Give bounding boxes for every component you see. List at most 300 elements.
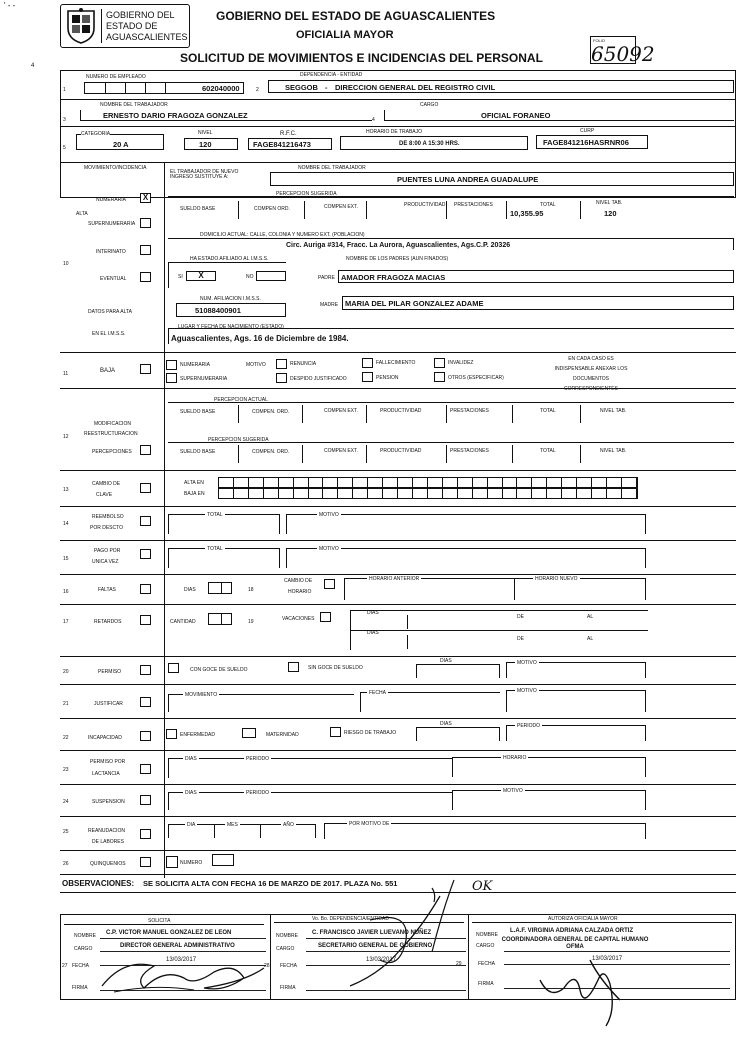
- sig1-fecha-label: FECHA: [72, 963, 89, 969]
- clave-grid-cell[interactable]: [562, 489, 577, 498]
- row-number: 15: [63, 556, 69, 562]
- clave-grid-cell[interactable]: [607, 478, 622, 487]
- worker-name-field[interactable]: [80, 110, 372, 121]
- clave-grid-cell[interactable]: [323, 489, 338, 498]
- percepcion-actual-row: [168, 402, 734, 424]
- total-label: TOTAL: [207, 546, 223, 552]
- observaciones-value: SE SOLICITA ALTA CON FECHA 16 DE MARZO DE 2017. PLAZA No. 551: [143, 879, 398, 888]
- en-imss-label: EN EL I.M.S.S.: [92, 331, 126, 337]
- afiliado-label: HA ESTADO AFILIADO AL I.M.S.S.: [190, 256, 269, 262]
- alta-label: ALTA: [76, 211, 88, 217]
- reanudacion-mes-field[interactable]: [214, 824, 260, 838]
- alta-en-label: ALTA EN: [184, 480, 204, 486]
- row-number: 29: [456, 961, 462, 967]
- lactancia-dias-field[interactable]: [168, 758, 232, 778]
- form-title: SOLICITUD DE MOVIMIENTOS E INCIDENCIAS DEL PERSONAL: [180, 51, 543, 65]
- clave-grid-cell[interactable]: [428, 489, 443, 498]
- dias-label: DIAS: [185, 756, 197, 762]
- pago-motivo-field[interactable]: [286, 548, 646, 568]
- fecha-label: FECHA: [369, 690, 386, 696]
- cambio-clave-checkbox[interactable]: [140, 483, 151, 493]
- sig1-firma-label: FIRMA: [72, 985, 88, 991]
- justificar-fecha-field[interactable]: [360, 692, 500, 712]
- dependencia-label: DEPENDENCIA - ENTIDAD: [300, 72, 363, 78]
- nivel-value: 120: [199, 140, 212, 149]
- suspension-periodo-field[interactable]: [232, 792, 452, 810]
- clave-grid-cell[interactable]: [294, 489, 309, 498]
- prestaciones-label: PRESTACIONES: [454, 202, 493, 208]
- no-label: NO: [246, 274, 254, 280]
- vacaciones-periodo-2[interactable]: [350, 630, 648, 650]
- vacaciones-checkbox[interactable]: [320, 612, 331, 622]
- dependencia-dash: -: [325, 83, 328, 92]
- permiso-label: PERMISO: [98, 669, 122, 675]
- suspension-motivo-field[interactable]: [452, 790, 646, 810]
- retardos-cantidad-field[interactable]: [208, 613, 232, 625]
- sig3-cargo-label: CARGO: [476, 943, 495, 949]
- retardos-label: RETARDOS: [94, 619, 122, 625]
- sig2-title: Vo. Bo. DEPENDENCIA/ENTIDAD: [312, 916, 389, 922]
- reembolso-label-2: POR DESCTO: [90, 525, 123, 531]
- sueldo-base-label: SUELDO BASE: [180, 449, 216, 455]
- row-number: 2: [256, 87, 259, 93]
- row-number: 11: [63, 371, 69, 377]
- clave-grid-cell[interactable]: [413, 478, 428, 487]
- justificar-checkbox[interactable]: [140, 697, 151, 707]
- al-label: AL: [587, 614, 594, 620]
- padre-field[interactable]: [338, 270, 734, 283]
- clave-grid-cell[interactable]: [309, 478, 324, 487]
- margin-marks: ' - -: [4, 1, 16, 10]
- cambio-horario-checkbox[interactable]: [324, 579, 335, 589]
- horario-anterior-field[interactable]: [344, 578, 514, 600]
- baja-supernumeraria-checkbox[interactable]: [166, 373, 177, 383]
- permiso-checkbox[interactable]: [140, 665, 151, 675]
- modificacion-label: MODIFICACION: [94, 421, 131, 427]
- clave-grid-cell[interactable]: [458, 478, 473, 487]
- sin-goce-checkbox[interactable]: [288, 662, 299, 672]
- rfc-field[interactable]: [248, 138, 332, 150]
- sig1-cargo: DIRECTOR GENERAL ADMINISTRATIVO: [120, 943, 235, 949]
- madre-field[interactable]: [342, 296, 734, 310]
- clave-grid-cell[interactable]: [323, 478, 338, 487]
- sig1-cargo-label: CARGO: [74, 946, 93, 952]
- incapacidad-checkbox[interactable]: [140, 731, 151, 741]
- cargo-field[interactable]: [384, 110, 734, 121]
- incapacidad-dias-field[interactable]: [416, 727, 500, 741]
- maternidad-checkbox[interactable]: [242, 728, 256, 738]
- reestructuracion-label: REESTRUCTURACION: [84, 431, 138, 437]
- clave-grid-cell[interactable]: [294, 478, 309, 487]
- lactancia-periodo-field[interactable]: [232, 758, 452, 778]
- prestaciones-label: PRESTACIONES: [450, 408, 489, 414]
- clave-grid-cell[interactable]: [309, 489, 324, 498]
- con-goce-checkbox[interactable]: [168, 663, 179, 673]
- productividad-label: PRODUCTIVIDAD: [380, 448, 422, 454]
- de-label: DE: [517, 636, 524, 642]
- clave-grid-cell[interactable]: [622, 489, 637, 498]
- employee-number-label: NUMERO DE EMPLEADO: [86, 74, 146, 80]
- suspension-label: SUSPENSION: [92, 799, 125, 805]
- baja-label: BAJA: [100, 368, 116, 374]
- sig3-fecha: 13/03/2017: [592, 956, 623, 962]
- sig2-fecha-label: FECHA: [280, 963, 297, 969]
- clave-grid-cell[interactable]: [517, 478, 532, 487]
- clave-grid-cell[interactable]: [353, 478, 368, 487]
- clave-grid-cell[interactable]: [249, 489, 264, 498]
- si-checkbox[interactable]: X: [186, 271, 216, 281]
- percepcion-sugerida-label: PERCEPCION SUGERIDA: [208, 437, 269, 443]
- horario-nuevo-label: HORARIO NUEVO: [535, 576, 578, 582]
- clave-grid-cell[interactable]: [353, 489, 368, 498]
- signature-3: [520, 940, 640, 1030]
- fallecimiento-checkbox[interactable]: [362, 358, 373, 368]
- reanudacion-dia-field[interactable]: [168, 824, 214, 838]
- sig3-firma-label: FIRMA: [478, 981, 494, 987]
- no-checkbox[interactable]: [256, 271, 286, 281]
- clave-grid-cell[interactable]: [562, 478, 577, 487]
- sig3-nombre-label: NOMBRE: [476, 932, 498, 938]
- folio-box: [590, 36, 655, 66]
- row-number: 18: [248, 587, 254, 593]
- faltas-label: FALTAS: [98, 587, 116, 593]
- clave-grid-cell[interactable]: [473, 478, 488, 487]
- rfc-value: FAGE841216473: [253, 140, 311, 149]
- baja-en-grid[interactable]: [218, 488, 638, 499]
- sustituye-name-value: PUENTES LUNA ANDREA GUADALUPE: [397, 175, 539, 184]
- clave-grid-cell[interactable]: [532, 489, 547, 498]
- periodo-label: PERIODO: [246, 756, 270, 762]
- compen-ord-label: COMPEN. ORD.: [252, 409, 290, 415]
- reembolso-total-field[interactable]: [168, 514, 280, 534]
- motivo-label: MOTIVO: [503, 788, 523, 794]
- con-goce-label: CON GOCE DE SUELDO: [190, 667, 248, 673]
- compen-ext-label: COMPEN EXT.: [324, 408, 358, 414]
- cambio-clave-label: CAMBIO DE: [92, 481, 121, 487]
- dias-label: DIAS: [367, 630, 379, 636]
- movimiento-header: MOVIMIENTO/INCIDENCIA: [84, 165, 147, 171]
- observaciones-handwritten: OK: [472, 879, 493, 894]
- total-label: TOTAL: [540, 408, 556, 414]
- otros-checkbox[interactable]: [434, 372, 445, 382]
- pension-checkbox[interactable]: [362, 372, 373, 382]
- baja-note: EN CADA CASO ES INDISPENSABLE ANEXAR LOS DOCUMENTOS CORRESPONDIENTES: [554, 356, 628, 392]
- clave-grid-cell[interactable]: [488, 478, 503, 487]
- folio-label: FOLIO: [593, 38, 606, 43]
- reembolso-motivo-field[interactable]: [286, 514, 646, 534]
- riesgo-checkbox[interactable]: [330, 727, 341, 737]
- suspension-dias-field[interactable]: [168, 792, 232, 810]
- clave-grid-cell[interactable]: [577, 489, 592, 498]
- dias-label: DIAS: [440, 721, 452, 727]
- clave-grid-cell[interactable]: [234, 478, 249, 487]
- categoria-label: CATEGORIA: [81, 131, 111, 137]
- row-number: 22: [63, 735, 69, 741]
- clave-grid-cell[interactable]: [428, 478, 443, 487]
- employee-number-value: 602040000: [202, 84, 240, 93]
- numeraria-label: NUMERARIA: [96, 197, 127, 203]
- clave-grid-cell[interactable]: [279, 478, 294, 487]
- prestaciones-label: PRESTACIONES: [450, 448, 489, 454]
- motivo-label: POR MOTIVO DE: [349, 821, 390, 827]
- horario-label: HORARIO: [503, 755, 527, 761]
- faltas-dias-field[interactable]: [208, 582, 232, 594]
- compen-ext-label: COMPEN EXT.: [324, 204, 358, 210]
- row-number: 3: [63, 117, 66, 123]
- horario-field[interactable]: [340, 136, 528, 150]
- lactancia-label-2: LACTANCIA: [92, 771, 120, 777]
- suspension-checkbox[interactable]: [140, 795, 151, 805]
- clave-grid-cell[interactable]: [458, 489, 473, 498]
- quinquenios-numero-field[interactable]: [212, 854, 234, 866]
- motivo-label: MOTIVO: [517, 660, 537, 666]
- clave-grid-cell[interactable]: [503, 489, 518, 498]
- periodo-label: PERIODO: [246, 790, 270, 796]
- interinato-label: INTERINATO: [96, 249, 126, 255]
- clave-grid-cell[interactable]: [443, 478, 458, 487]
- reembolso-label: REEMBOLSO: [92, 514, 124, 520]
- clave-grid-cell[interactable]: [607, 489, 622, 498]
- nivel-tab-value: 120: [604, 209, 617, 218]
- categoria-value: 20 A: [113, 140, 129, 149]
- worker-name-value: ERNESTO DARIO FRAGOZA GONZALEZ: [103, 111, 248, 120]
- sig3-nombre: L.A.F. VIRGINIA ADRIANA CALZADA ORTIZ: [510, 928, 634, 934]
- clave-grid-cell[interactable]: [488, 489, 503, 498]
- sig2-nombre: C. FRANCISCO JAVIER LUEVANO NUÑEZ: [312, 930, 432, 936]
- sig1-nombre: C.P. VICTOR MANUEL GONZALEZ DE LEON: [106, 930, 232, 936]
- clave-grid-cell[interactable]: [264, 489, 279, 498]
- pago-unico-checkbox[interactable]: [140, 549, 151, 559]
- numero-label: NUMERO: [180, 860, 203, 866]
- baja-supernumeraria-label: SUPERNUMERARIA: [180, 376, 228, 382]
- dependencia-value: DIRECCION GENERAL DEL REGISTRO CIVIL: [335, 83, 496, 92]
- row-number: 19: [248, 619, 254, 625]
- row-number: 1: [63, 87, 66, 93]
- nivel-tab-label: NIVEL TAB.: [600, 448, 627, 454]
- observaciones-label: OBSERVACIONES:: [62, 879, 135, 888]
- dependencia-field[interactable]: [268, 80, 734, 93]
- alta-en-grid[interactable]: [218, 477, 638, 488]
- row-number: 13: [63, 487, 69, 493]
- clave-grid-cell[interactable]: [398, 489, 413, 498]
- permiso-motivo-field[interactable]: [506, 662, 646, 678]
- curp-label: CURP: [580, 128, 595, 134]
- despido-checkbox[interactable]: [276, 373, 287, 383]
- clave-grid-cell[interactable]: [622, 478, 637, 487]
- state-logo: [60, 4, 190, 48]
- percepciones-checkbox[interactable]: [140, 445, 151, 455]
- percepcion-sugerida-label: PERCEPCION SUGERIDA: [276, 191, 337, 197]
- clave-grid-cell[interactable]: [547, 478, 562, 487]
- reanudacion-label-2: DE LABORES: [92, 839, 124, 845]
- sueldo-base-label: SUELDO BASE: [180, 409, 216, 415]
- sueldo-base-label: SUELDO BASE: [180, 206, 216, 212]
- lugar-value: Aguascalientes, Ags. 16 de Diciembre de 1984.: [171, 334, 349, 343]
- baja-checkbox[interactable]: [140, 364, 151, 374]
- left-mark: 4: [31, 63, 35, 69]
- employee-number-field[interactable]: [84, 82, 244, 94]
- maternidad-label: MATERNIDAD: [266, 732, 299, 738]
- sig1-fecha: 13/03/2017: [166, 957, 197, 963]
- sig2-firma-label: FIRMA: [280, 985, 296, 991]
- clave-grid-cell[interactable]: [219, 478, 234, 487]
- clave-grid-cell[interactable]: [398, 478, 413, 487]
- quinquenios-label: QUINQUENIOS: [90, 861, 126, 867]
- worker-name-label: NOMBRE DEL TRABAJADOR: [100, 102, 168, 108]
- movimiento-label: MOVIMIENTO: [185, 692, 218, 698]
- reembolso-checkbox[interactable]: [140, 516, 151, 526]
- total-value: 10,355.95: [510, 209, 544, 218]
- pago-unico-label: PAGO POR: [94, 548, 121, 554]
- cambio-clave-label-2: CLAVE: [96, 492, 113, 498]
- nivel-tab-label: NIVEL TAB.: [600, 408, 627, 414]
- clave-grid-cell[interactable]: [383, 478, 398, 487]
- sig1-title: SOLICITA: [148, 918, 171, 924]
- clave-grid-cell[interactable]: [383, 489, 398, 498]
- madre-label: MADRE: [320, 302, 339, 308]
- reanudacion-anio-field[interactable]: [260, 824, 316, 838]
- clave-grid-cell[interactable]: [517, 489, 532, 498]
- enfermedad-label: ENFERMEDAD: [180, 732, 216, 738]
- signature-1: [94, 948, 270, 998]
- cargo-label: CARGO: [420, 102, 439, 108]
- sustituye-name-label: NOMBRE DEL TRABAJADOR: [298, 165, 366, 171]
- riesgo-label: RIESGO DE TRABAJO: [344, 730, 397, 736]
- retardos-checkbox[interactable]: [140, 615, 151, 625]
- row-number: 23: [63, 767, 69, 773]
- sig3-title: AUTORIZA OFICIALIA MAYOR: [548, 916, 618, 922]
- interinato-checkbox[interactable]: [140, 245, 151, 255]
- clave-grid-cell[interactable]: [338, 489, 353, 498]
- baja-numeraria-checkbox[interactable]: [166, 360, 177, 370]
- supernumeraria-checkbox[interactable]: [140, 218, 151, 228]
- incapacidad-periodo-field[interactable]: [506, 725, 646, 741]
- clave-grid-cell[interactable]: [592, 489, 607, 498]
- coat-of-arms-icon: [65, 8, 97, 44]
- clave-grid-cell[interactable]: [234, 489, 249, 498]
- quinquenios-checkbox[interactable]: [140, 857, 151, 867]
- vacaciones-periodo-1[interactable]: [350, 610, 648, 630]
- dependencia-code: SEGGOB: [285, 83, 318, 92]
- row-number: 26: [63, 861, 69, 867]
- eventual-label: EVENTUAL: [100, 276, 127, 282]
- baja-motivo-label: MOTIVO: [246, 362, 266, 368]
- cargo-value: OFICIAL FORANEO: [481, 111, 551, 120]
- clave-grid-cell[interactable]: [219, 489, 234, 498]
- sustituye-name-field[interactable]: [270, 172, 734, 186]
- lactancia-horario-field[interactable]: [452, 757, 646, 777]
- de-label: DE: [517, 614, 524, 620]
- al-label: AL: [587, 636, 594, 642]
- cambio-horario-label: CAMBIO DE: [284, 578, 313, 584]
- clave-grid-cell[interactable]: [547, 489, 562, 498]
- domicilio-field[interactable]: [168, 238, 734, 250]
- afiliacion-label: NUM. AFILIACION I.M.S.S.: [200, 296, 261, 302]
- productividad-label: PRODUCTIVIDAD: [404, 202, 446, 208]
- clave-grid-cell[interactable]: [473, 489, 488, 498]
- lactancia-label: PERMISO POR: [90, 759, 126, 765]
- clave-grid-cell[interactable]: [279, 489, 294, 498]
- row-number: 16: [63, 589, 69, 595]
- lugar-label: LUGAR Y FECHA DE NACIMIENTO (ESTADO): [178, 324, 284, 330]
- despido-label: DESPIDO JUSTIFICADO: [290, 376, 347, 382]
- motivo-label: MOTIVO: [319, 546, 339, 552]
- invalidez-checkbox[interactable]: [434, 358, 445, 368]
- afiliacion-field[interactable]: [176, 303, 286, 317]
- compen-ord-label: COMPEN. ORD.: [252, 449, 290, 455]
- row-number: 4: [372, 117, 375, 123]
- eventual-checkbox[interactable]: [140, 272, 151, 282]
- anio-label: AÑO: [283, 822, 294, 828]
- baja-numeraria-label: NUMERARIA: [180, 362, 211, 368]
- domicilio-value: Circ. Auriga #314, Fracc. La Aurora, Aguascalientes, Ags.C.P. 20326: [286, 242, 511, 249]
- clave-grid-cell[interactable]: [592, 478, 607, 487]
- row-number: 14: [63, 521, 69, 527]
- clave-grid-cell[interactable]: [338, 478, 353, 487]
- horario-value: DE 8:00 A 15:30 HRS.: [399, 141, 460, 147]
- percepcion-sugerida-row: [168, 196, 734, 220]
- faltas-checkbox[interactable]: [140, 584, 151, 594]
- signature-2: [310, 890, 460, 990]
- clave-grid-cell[interactable]: [503, 478, 518, 487]
- pago-unico-label-2: UNICA VEZ: [92, 559, 119, 565]
- numeraria-checkbox[interactable]: X: [140, 193, 151, 203]
- nivel-label: NIVEL: [198, 130, 213, 136]
- dias-label: DIAS: [185, 790, 197, 796]
- otros-label: OTROS (ESPECIFICAR): [448, 375, 504, 381]
- reanudacion-checkbox[interactable]: [140, 829, 151, 839]
- nivel-field[interactable]: [184, 138, 238, 150]
- clave-grid-cell[interactable]: [443, 489, 458, 498]
- pago-total-field[interactable]: [168, 548, 280, 568]
- quinquenios-mark-box[interactable]: [166, 856, 178, 868]
- dias-label: DIAS: [440, 658, 452, 664]
- curp-field[interactable]: [536, 135, 648, 149]
- clave-grid-cell[interactable]: [264, 478, 279, 487]
- lugar-field[interactable]: [168, 328, 734, 344]
- clave-grid-cell[interactable]: [249, 478, 264, 487]
- supernumeraria-label: SUPERNUMERARIA: [88, 221, 136, 227]
- movimiento-field[interactable]: [168, 694, 354, 712]
- productividad-label: PRODUCTIVIDAD: [380, 408, 422, 414]
- logo-text: GOBIERNO DEL ESTADO DE AGUASCALIENTES: [106, 10, 188, 42]
- total-label: TOTAL: [207, 512, 223, 518]
- dias-label: DIAS: [184, 587, 196, 593]
- clave-grid-cell[interactable]: [413, 489, 428, 498]
- invalidez-label: INVALIDEZ: [448, 360, 474, 366]
- justificar-motivo-field[interactable]: [506, 690, 646, 712]
- clave-grid-cell[interactable]: [577, 478, 592, 487]
- clave-grid-cell[interactable]: [368, 478, 383, 487]
- row-number: 27: [62, 963, 68, 969]
- categoria-field[interactable]: [76, 131, 164, 150]
- compen-ext-label: COMPEN EXT.: [324, 448, 358, 454]
- row-number: 17: [63, 619, 69, 625]
- curp-value: FAGE841216HASRNR06: [543, 138, 629, 147]
- dias-label: DIAS: [367, 610, 379, 616]
- enfermedad-checkbox[interactable]: [166, 729, 177, 739]
- sig2-nombre-label: NOMBRE: [276, 933, 298, 939]
- horario-nuevo-field[interactable]: [514, 578, 646, 600]
- datos-alta-label: DATOS PARA ALTA: [88, 309, 132, 315]
- clave-grid-cell[interactable]: [532, 478, 547, 487]
- permiso-dias-field[interactable]: [416, 664, 500, 678]
- reanudacion-motivo-field[interactable]: [324, 823, 646, 839]
- clave-grid-cell[interactable]: [368, 489, 383, 498]
- renuncia-checkbox[interactable]: [276, 359, 287, 369]
- percepcion-actual-label: PERCEPCION ACTUAL: [214, 397, 268, 403]
- lactancia-checkbox[interactable]: [140, 764, 151, 774]
